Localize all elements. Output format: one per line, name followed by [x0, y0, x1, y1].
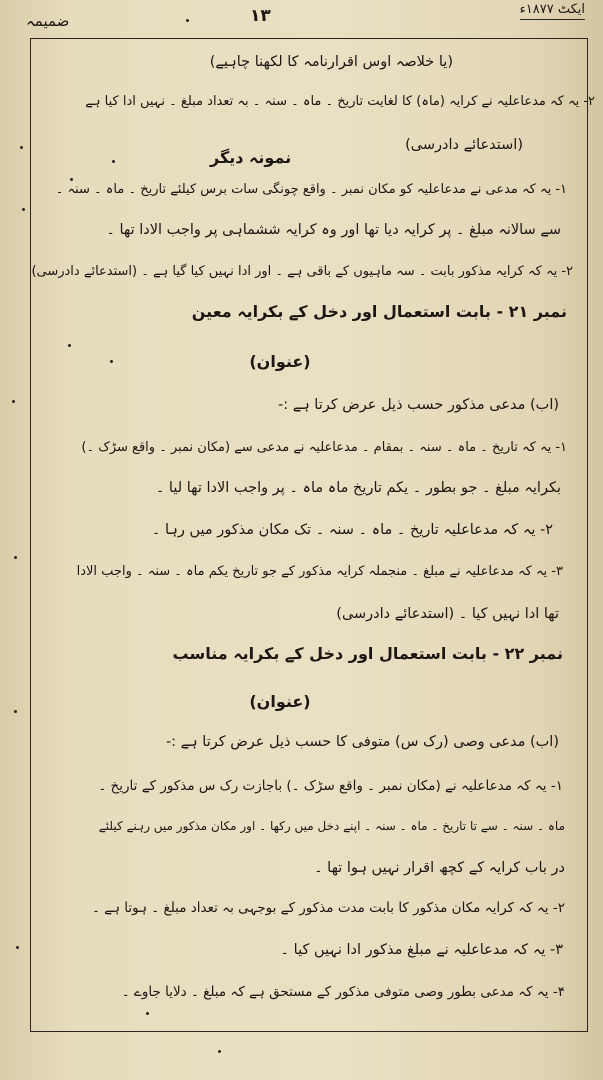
- title-heading: (عنوان): [249, 692, 311, 711]
- header-right-text: ایکٹ ۱۸۷۷ء: [519, 2, 585, 17]
- header-right-label: [520, 2, 585, 20]
- text-line: (یا خلاصہ اوس اقرارنامہ کا لکھنا چاہیے): [209, 54, 453, 70]
- section-heading: نمبر ۲۱ - بابت استعمال اور دخل کے بکرایہ معین: [191, 302, 567, 321]
- text-line: ۱- یہ کہ مدعی نے مدعاعلیہ کو مکان نمبر ۔ واقع چونگی سات برس کیلئے تاریخ ۔ ماہ ۔ سنہ ۔: [55, 182, 567, 197]
- text-line: ماہ ۔ سنہ ۔ سے تا تاریخ ۔ ماہ ۔ سنہ ۔ اپنے دخل میں رکھا ۔ اور مکان مذکور میں رہنے کیلئے: [98, 819, 565, 833]
- paper-speck: [146, 1012, 149, 1015]
- text-line: (استدعائے دادرسی): [405, 137, 523, 153]
- paper-speck: [14, 556, 17, 559]
- text-line: ۱- یہ کہ تاریخ ۔ ماہ ۔ سنہ ۔ بمقام ۔ مدعاعلیہ نے مدعی سے (مکان نمبر ۔ واقع سڑک ۔): [81, 440, 567, 455]
- header-left-label: ضمیمہ: [26, 12, 70, 30]
- title-heading: (عنوان): [249, 352, 311, 371]
- paper-speck: [112, 160, 115, 163]
- paper-speck: [186, 19, 189, 22]
- section-heading: نمبر ۲۲ - بابت استعمال اور دخل کے بکرایہ مناسب: [172, 644, 563, 663]
- paper-speck: [68, 344, 71, 347]
- paper-speck: [218, 1050, 221, 1053]
- text-line: سے سالانہ مبلغ ۔ پر کرایہ دیا تھا اور وہ کرایہ ششماہی پر واجب الادا تھا ۔: [106, 222, 561, 238]
- paper-speck: [16, 946, 19, 949]
- text-line: ۲- یہ کہ کرایہ مکان مذکور کا بابت مدت مذکور کے بوجہی بہ تعداد مبلغ ۔ ہوتا ہے ۔: [91, 900, 565, 916]
- page-number: ۱۳: [250, 6, 271, 26]
- paper-speck: [22, 208, 25, 211]
- paper-speck: [20, 146, 23, 149]
- text-line: ۲- یہ کہ مدعاعلیہ تاریخ ۔ ماہ ۔ سنہ ۔ تک مکان مذکور میں رہا ۔: [151, 522, 553, 538]
- header-underline: [520, 19, 585, 20]
- paper-speck: [12, 400, 15, 403]
- text-line: ۳- یہ کہ مدعاعلیہ نے مبلغ مذکور ادا نہیں کیا ۔: [280, 942, 563, 958]
- text-line: (اب) مدعی مذکور حسب ذیل عرض کرتا ہے :-: [277, 397, 559, 413]
- text-line: تھا ادا نہیں کیا ۔ (استدعائے دادرسی): [336, 606, 559, 622]
- text-line: (اب) مدعی وصی (رک س) متوفی کا حسب ذیل عرض کرتا ہے :-: [165, 734, 559, 750]
- section-subheading: نمونہ دیگر: [210, 148, 292, 167]
- text-line: بکرایہ مبلغ ۔ جو بطور ۔ یکم تاریخ ماہ ماہ ۔ پر واجب الادا تھا لیا ۔: [155, 480, 561, 496]
- text-line: ۲- یہ کہ مدعاعلیہ نے کرایہ (ماہ) کا لغایت تاریخ ۔ ماہ ۔ سنہ ۔ بہ تعداد مبلغ ۔ نہیں ادا کیا ہے: [85, 94, 595, 109]
- text-line: ۱- یہ کہ مدعاعلیہ نے (مکان نمبر ۔ واقع سڑک ۔) باجازت رک س مذکور کے تاریخ ۔: [98, 778, 563, 794]
- text-line: ۴- یہ کہ مدعی بطور وصی متوفی مذکور کے مستحق ہے کہ مبلغ ۔ دلایا جاوے ۔: [121, 984, 565, 1000]
- text-line: ۲- یہ کہ کرایہ مذکور بابت ۔ سہ ماہیوں کے باقی ہے ۔ اور ادا نہیں کیا گیا ہے ۔ (استدعائے دادرسی): [31, 264, 573, 279]
- text-line: در باب کرایہ کے کچھ اقرار نہیں ہوا تھا ۔: [314, 860, 565, 876]
- text-line: ۳- یہ کہ مدعاعلیہ نے مبلغ ۔ منجملہ کرایہ مذکور کے جو تاریخ یکم ماہ ۔ سنہ ۔ واجب الادا: [76, 564, 563, 579]
